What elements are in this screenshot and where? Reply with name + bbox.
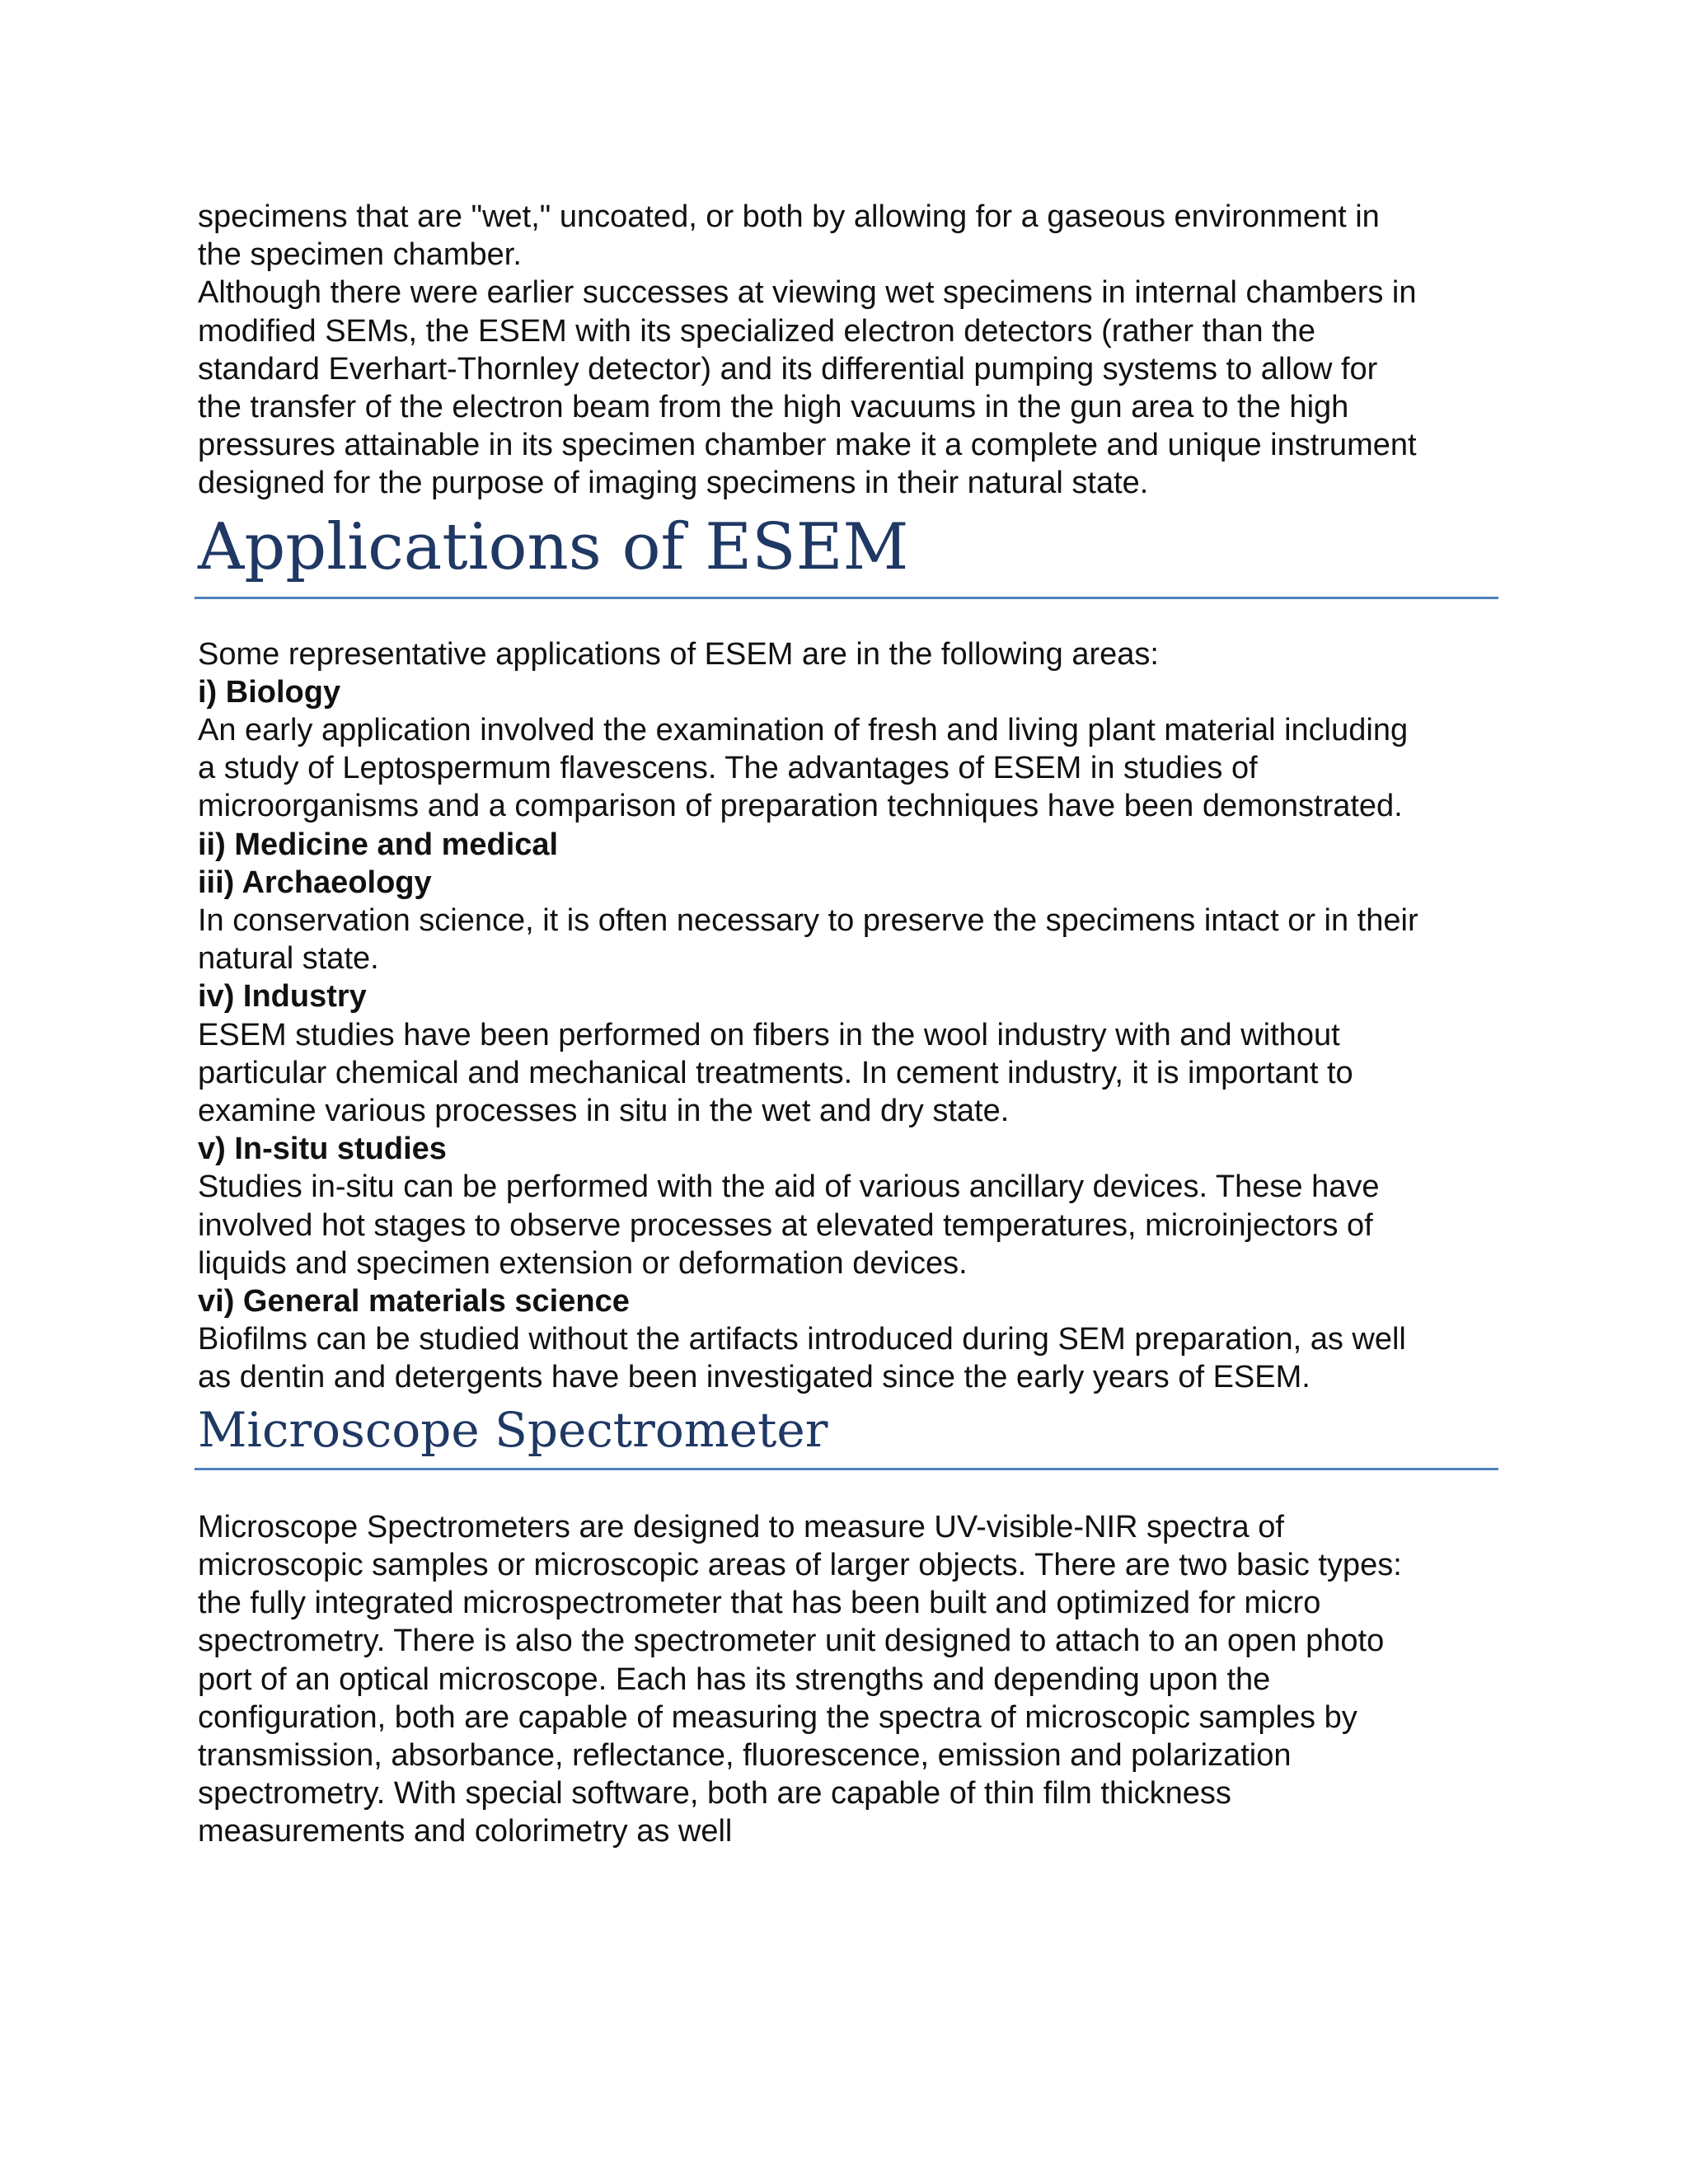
application-title: vi) General materials science	[198, 1284, 630, 1319]
application-text: In conservation science, it is often necessary to preserve the specimens intact or in their natural state.	[198, 903, 1418, 977]
application-title: v) In-situ studies	[198, 1132, 447, 1167]
application-item-in-situ	[198, 1130, 1492, 1282]
application-title: ii) Medicine and medical	[198, 827, 559, 862]
application-text: An early application involved the examination of fresh and living plant material including a study of Leptospermum flavescens. The advantages of ESEM in studies of microorganisms and a comparison of preparation techniques have been demonstrated.	[198, 713, 1409, 824]
application-item-biology	[198, 673, 1492, 826]
intro-paragraph-2: Although there were earlier successes at viewing wet specimens in internal chambers in modified SEMs, the ESEM with its specialized electron detectors (rather than the standard Everhart-Thornley detector) and its differential pumping systems to allow for the transfer of the electron beam from the high vacuums in the gun area to the high pressures attainable in its specimen chamber make it a complete and unique instrument designed for the purpose of imaging specimens in their natural state.	[198, 275, 1417, 501]
application-title: i) Biology	[198, 674, 341, 710]
spectrometer-paragraph: Microscope Spectrometers are designed to measure UV-visible-NIR spectra of microscopic samples or microscopic areas of larger objects. There are two basic types: the fully integrated microspectrometer that has been built and optimized for micro spectrometry. There is also the spectrometer unit designed to attach to an open photo port of an optical microscope. Each has its strengths and depending upon the configuration, both are capable of measuring the spectra of microscopic samples by transmission, absorbance, reflectance, fluorescence, emission and polarization spectrometry. With special software, both are capable of thin film thickness measurements and colorimetry as well	[198, 1509, 1402, 1849]
applications-lead: Some representative applications of ESEM are in the following areas:	[198, 636, 1159, 672]
page-content	[198, 198, 1492, 1851]
application-item-materials-science	[198, 1282, 1492, 1397]
spectrometer-heading: Microscope Spectrometer	[195, 1399, 1498, 1470]
applications-heading: Applications of ESEM	[195, 506, 1498, 599]
application-item-industry	[198, 977, 1492, 1130]
intro-paragraph-1: specimens that are "wet," uncoated, or both by allowing for a gaseous environment in the specimen chamber.	[198, 199, 1380, 273]
application-item-archaeology	[198, 864, 1492, 978]
application-text: Studies in-situ can be performed with the aid of various ancillary devices. These have involved hot stages to observe processes at elevated temperatures, microinjectors of liquids and specimen extension or deformation devices.	[198, 1169, 1380, 1281]
application-text: Biofilms can be studied without the artifacts introduced during SEM preparation, as well as dentin and detergents have been investigated since the early years of ESEM.	[198, 1322, 1406, 1395]
application-item-medicine	[198, 826, 1492, 864]
application-title: iv) Industry	[198, 979, 367, 1015]
application-title: iii) Archaeology	[198, 865, 432, 900]
application-text: ESEM studies have been performed on fibers in the wool industry with and without particular chemical and mechanical treatments. In cement industry, it is important to examine various processes in situ in the wet and dry state.	[198, 1017, 1353, 1129]
